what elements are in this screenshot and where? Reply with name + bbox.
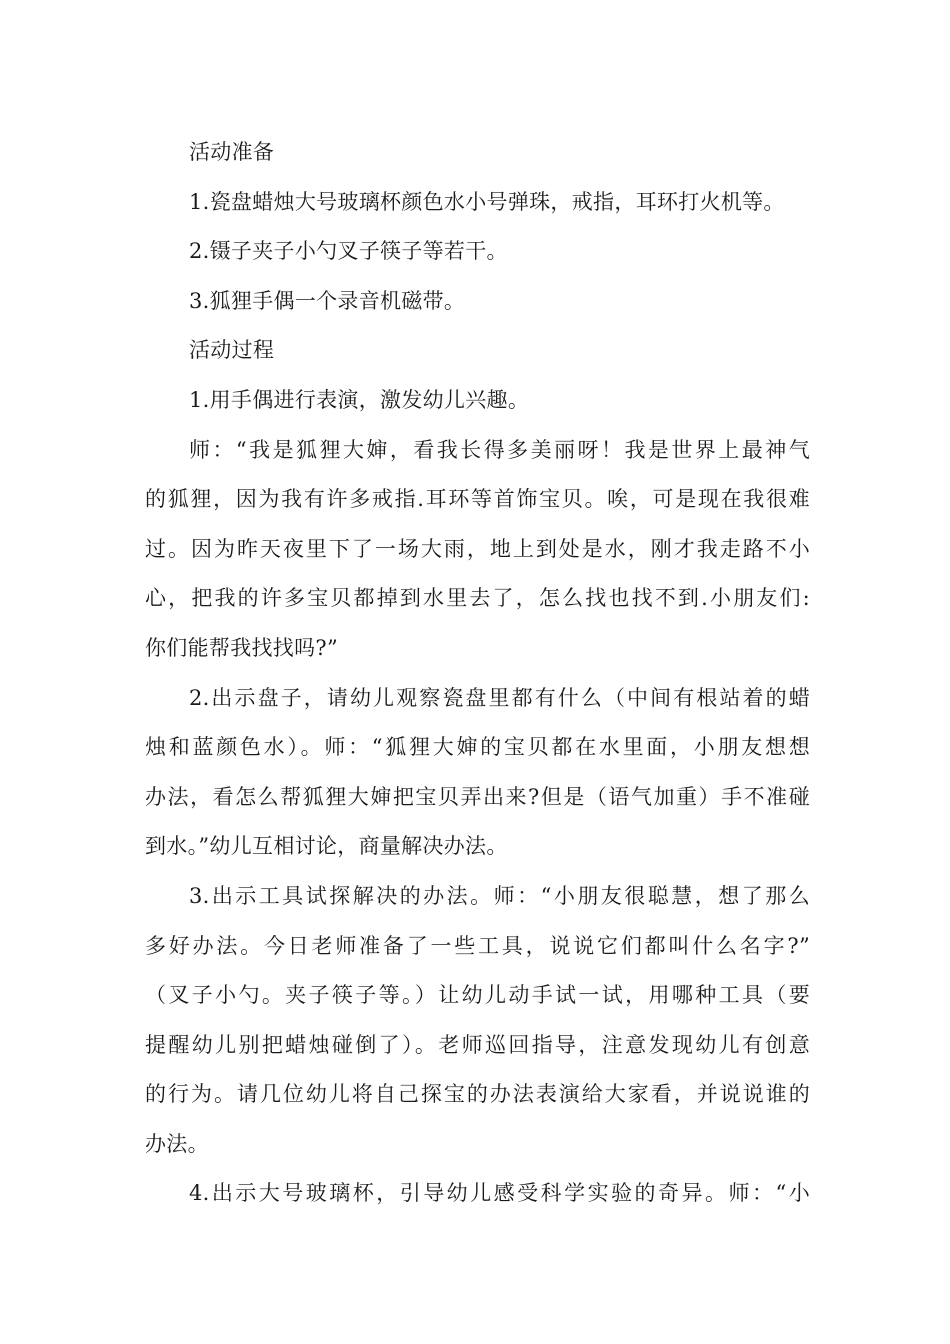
text-line: 2.镊子夹子小勺叉子筷子等若干。 (189, 239, 508, 264)
text-line: 3.出示工具试探解决的办法。师：“小朋友很聪慧，想了那么 (189, 883, 810, 908)
text-line: 办法。 (145, 1131, 209, 1156)
document-body (145, 132, 810, 1223)
text-line: 的狐狸，因为我有许多戒指.耳环等首饰宝贝。唉，可是现在我很难 (145, 487, 810, 512)
text-line: 烛和蓝颜色水）。师：“狐狸大婶的宝贝都在水里面，小朋友想想 (145, 735, 810, 760)
text-line: 办法，看怎么帮狐狸大婶把宝贝弄出来?但是（语气加重）手不准碰 (145, 784, 810, 809)
text-line: 过。因为昨天夜里下了一场大雨，地上到处是水，刚才我走路不小 (145, 536, 810, 561)
text-line: 心，把我的许多宝贝都掉到水里去了，怎么找也找不到.小朋友们: (145, 586, 810, 611)
text-line: 师：“我是狐狸大婶，看我长得多美丽呀！我是世界上最神气 (189, 437, 810, 462)
text-line: （叉子小勺。夹子筷子等。）让幼儿动手试一试，用哪种工具（要 (145, 983, 810, 1008)
text-line: 2.出示盘子，请幼儿观察瓷盘里都有什么（中间有根站着的蜡 (189, 685, 810, 710)
text-line: 1.瓷盘蜡烛大号玻璃杯颜色水小号弹珠，戒指，耳环打火机等。 (189, 189, 785, 214)
text-line: 活动准备 (189, 140, 275, 164)
text-line: 你们能帮我找找吗?” (145, 635, 338, 660)
text-line: 提醒幼儿别把蜡烛碰倒了）。老师巡回指导，注意发现幼儿有创意 (145, 1032, 810, 1057)
text-line: 多好办法。今日老师准备了一些工具，说说它们都叫什么名字?” (145, 933, 810, 958)
text-line: 4.出示大号玻璃杯，引导幼儿感受科学实验的奇异。师：“小 (189, 1181, 810, 1206)
text-line: 3.狐狸手偶一个录音机磁带。 (189, 288, 466, 313)
text-line: 的行为。请几位幼儿将自己探宝的办法表演给大家看，并说说谁的 (145, 1082, 810, 1107)
text-line: 1.用手偶进行表演，激发幼儿兴趣。 (189, 387, 530, 412)
text-line: 活动过程 (189, 338, 275, 363)
text-line: 到水。”幼儿互相讨论，商量解决办法。 (145, 834, 508, 859)
